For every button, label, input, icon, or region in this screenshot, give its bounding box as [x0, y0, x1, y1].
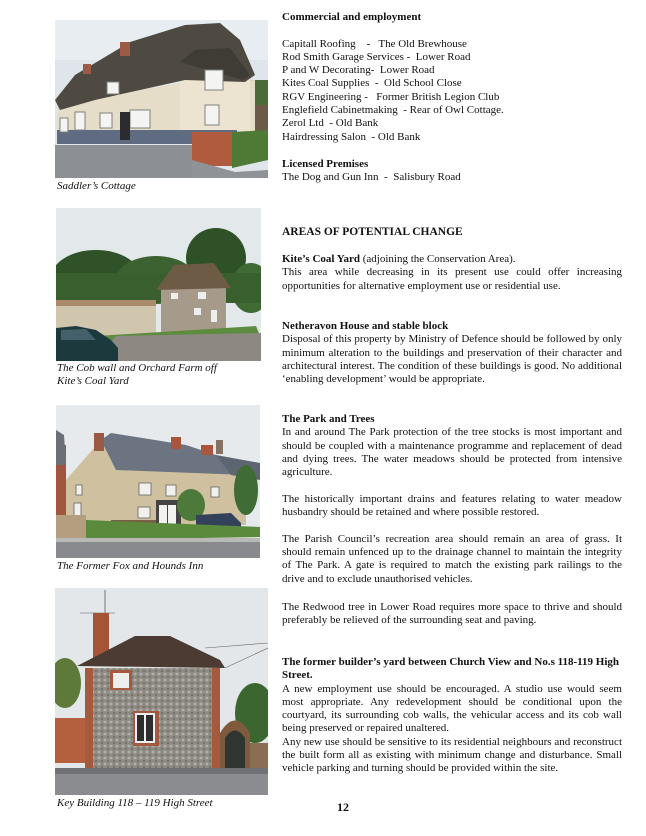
- park-and-trees-section: [282, 413, 622, 586]
- caption-line: Key Building 118 – 119 High Street: [57, 797, 213, 809]
- kites-coal-yard-heading: Kite’s Coal Yard: [282, 253, 361, 265]
- builders-yard-paragraph: A new employment use should be encouraged. A studio use would seem most appropriate. Any redevelopment should be conditional upon the courtyard, its surrounding cob walls, the vehicular access and its cob wall being preserved or repaired unaltered.: [282, 682, 622, 735]
- park-paragraph: The Redwood tree in Lower Road requires more space to thrive and should preferably be relieved of the surrounding seat and paving.: [282, 601, 622, 627]
- business-list-item: Kites Coal Supplies - Old School Close: [282, 77, 462, 90]
- business-list-item: RGV Engineering - Former British Legion Club: [282, 90, 500, 103]
- licensed-premises-section: [282, 158, 622, 185]
- caption-line: Saddler’s Cottage: [57, 180, 136, 192]
- caption-line: The Former Fox and Hounds Inn: [57, 560, 204, 572]
- photo-fox-and-hounds: [56, 405, 260, 558]
- builders-yard-paragraph: Any new use should be sensitive to its residential neighbours and reconstruct the built form all as existing with minimum change and disturbance. Small vehicle parking and turning should be provided within the site.: [282, 735, 622, 775]
- netheravon-body: Disposal of this property by Ministry of Defence should be followed by only minimum alteration to the buildings and preservation of their character and architectural interest. The condition of these buildings is good. No additional ‘enabling development’ would be appropriate.: [282, 333, 622, 386]
- commercial-heading: Commercial and employment: [282, 11, 422, 23]
- park-paragraph: The historically important drains and features relating to water meadow husbandry should be retained and where possible restored.: [282, 492, 622, 519]
- business-list-item: Rod Smith Garage Services - Lower Road: [282, 50, 471, 63]
- photo-caption-saddlers-cottage: [57, 180, 136, 193]
- park-and-trees-heading: The Park and Trees: [282, 413, 375, 425]
- page-number: 12: [337, 800, 349, 814]
- caption-line: The Cob wall and Orchard Farm off: [57, 362, 217, 374]
- business-list-item: Hairdressing Salon - Old Bank: [282, 130, 421, 143]
- areas-of-change-title-block: [282, 226, 622, 239]
- photo-cob-wall-orchard-farm: [56, 208, 261, 361]
- business-list-item: P and W Decorating- Lower Road: [282, 64, 435, 77]
- builders-yard-heading: The former builder’s yard between Church View and No.s 118-119 High Street.: [282, 656, 620, 682]
- photo-caption-fox-and-hounds: [57, 560, 203, 573]
- park-paragraph: The Parish Council’s recreation area should remain an area of grass. It should remain unfenced up to the drainage channel to maintain the integrity of The Park. A gate is required to match the existing park railings to the drive and to exclude unauthorised vehicles.: [282, 532, 622, 585]
- photo-key-building: [55, 588, 268, 795]
- photo-saddlers-cottage: [55, 20, 268, 178]
- netheravon-section: [282, 320, 622, 386]
- redwood-section: [282, 601, 622, 628]
- kites-coal-yard-section: [282, 253, 622, 293]
- business-list-item: Capitall Roofing - The Old Brewhouse: [282, 37, 467, 50]
- builders-yard-section: [282, 656, 622, 776]
- kites-coal-yard-heading-suffix: (adjoining the Conservation Area).: [360, 253, 516, 265]
- photo-caption-key-building: [57, 797, 213, 810]
- commercial-section: [282, 11, 622, 144]
- business-list-item: Zerol Ltd - Old Bank: [282, 117, 379, 130]
- photo-caption-cob-wall: [57, 362, 217, 388]
- areas-of-change-title: AREAS OF POTENTIAL CHANGE: [282, 226, 463, 238]
- netheravon-heading: Netheravon House and stable block: [282, 320, 449, 332]
- business-list-item: Englefield Cabinetmaking - Rear of Owl Cottage.: [282, 104, 504, 117]
- caption-line: Kite’s Coal Yard: [57, 375, 129, 387]
- kites-coal-yard-body: This area while decreasing in its present use could offer increasing opportunities for alternative employment use or residential use.: [282, 266, 622, 292]
- licensed-premises-heading: Licensed Premises: [282, 158, 369, 170]
- licensed-premises-item: The Dog and Gun Inn - Salisbury Road: [282, 171, 461, 184]
- park-paragraph: In and around The Park protection of the tree stocks is most important and should be coupled with a maintenance programme and replacement of dead and dying trees. The water meadows should be protected from intensive agriculture.: [282, 426, 622, 479]
